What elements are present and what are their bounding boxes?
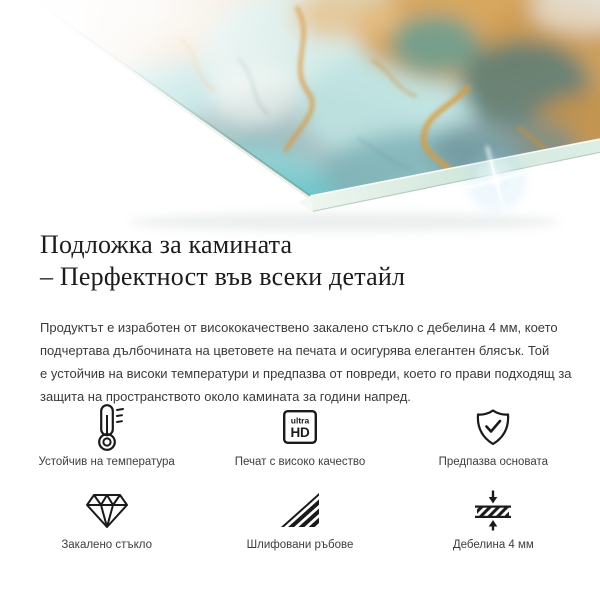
description-line: защита на пространството около камината за години напред. [40, 389, 411, 404]
ultra-hd-badge-bottom: HD [290, 425, 310, 440]
feature-item-print-quality [203, 403, 396, 469]
feature-item-thickness [397, 486, 590, 552]
page-title-line-1: Подложка за камината [40, 230, 293, 259]
description-line: Продуктът е изработен от висококачествено закалено стъкло с дебелина 4 мм, което [40, 320, 558, 335]
feature-item-temperature [10, 403, 203, 469]
product-description [40, 316, 572, 408]
feature-item-polished-edges [203, 486, 396, 552]
feature-label: Дебелина 4 мм [452, 539, 534, 551]
ultra-hd-badge-top: ultra [290, 415, 310, 426]
glass-panel-image [0, 0, 600, 240]
thickness-icon [473, 488, 513, 533]
feature-item-tempered-glass [10, 486, 203, 552]
feature-label: Печат с високо качество [234, 456, 366, 468]
page-title-line-2: – Перфектност във всеки детайл [40, 262, 406, 291]
feature-label: Устойчив на температура [38, 456, 175, 468]
polished-edges-icon [280, 492, 320, 528]
highlight-fade [0, 0, 390, 240]
ultra-hd-icon [282, 409, 318, 445]
thermometer-icon [89, 403, 125, 451]
feature-label: Предпазва основата [438, 456, 549, 468]
feature-label: Закалено стъкло [61, 539, 152, 551]
page-title [40, 229, 405, 293]
description-line: е устойчив на високи температури и предпазва от повреди, което го прави подходящ за [40, 366, 572, 381]
features-grid [10, 403, 590, 552]
shield-check-icon [475, 408, 511, 446]
diamond-icon [85, 491, 129, 529]
description-line: подчертава дълбочината на цветовете на печата и осигурява елегантен блясък. Той [40, 343, 550, 358]
feature-label: Шлифовани ръбове [246, 539, 354, 551]
product-photo [0, 0, 600, 240]
feature-item-protects-base [397, 403, 590, 469]
